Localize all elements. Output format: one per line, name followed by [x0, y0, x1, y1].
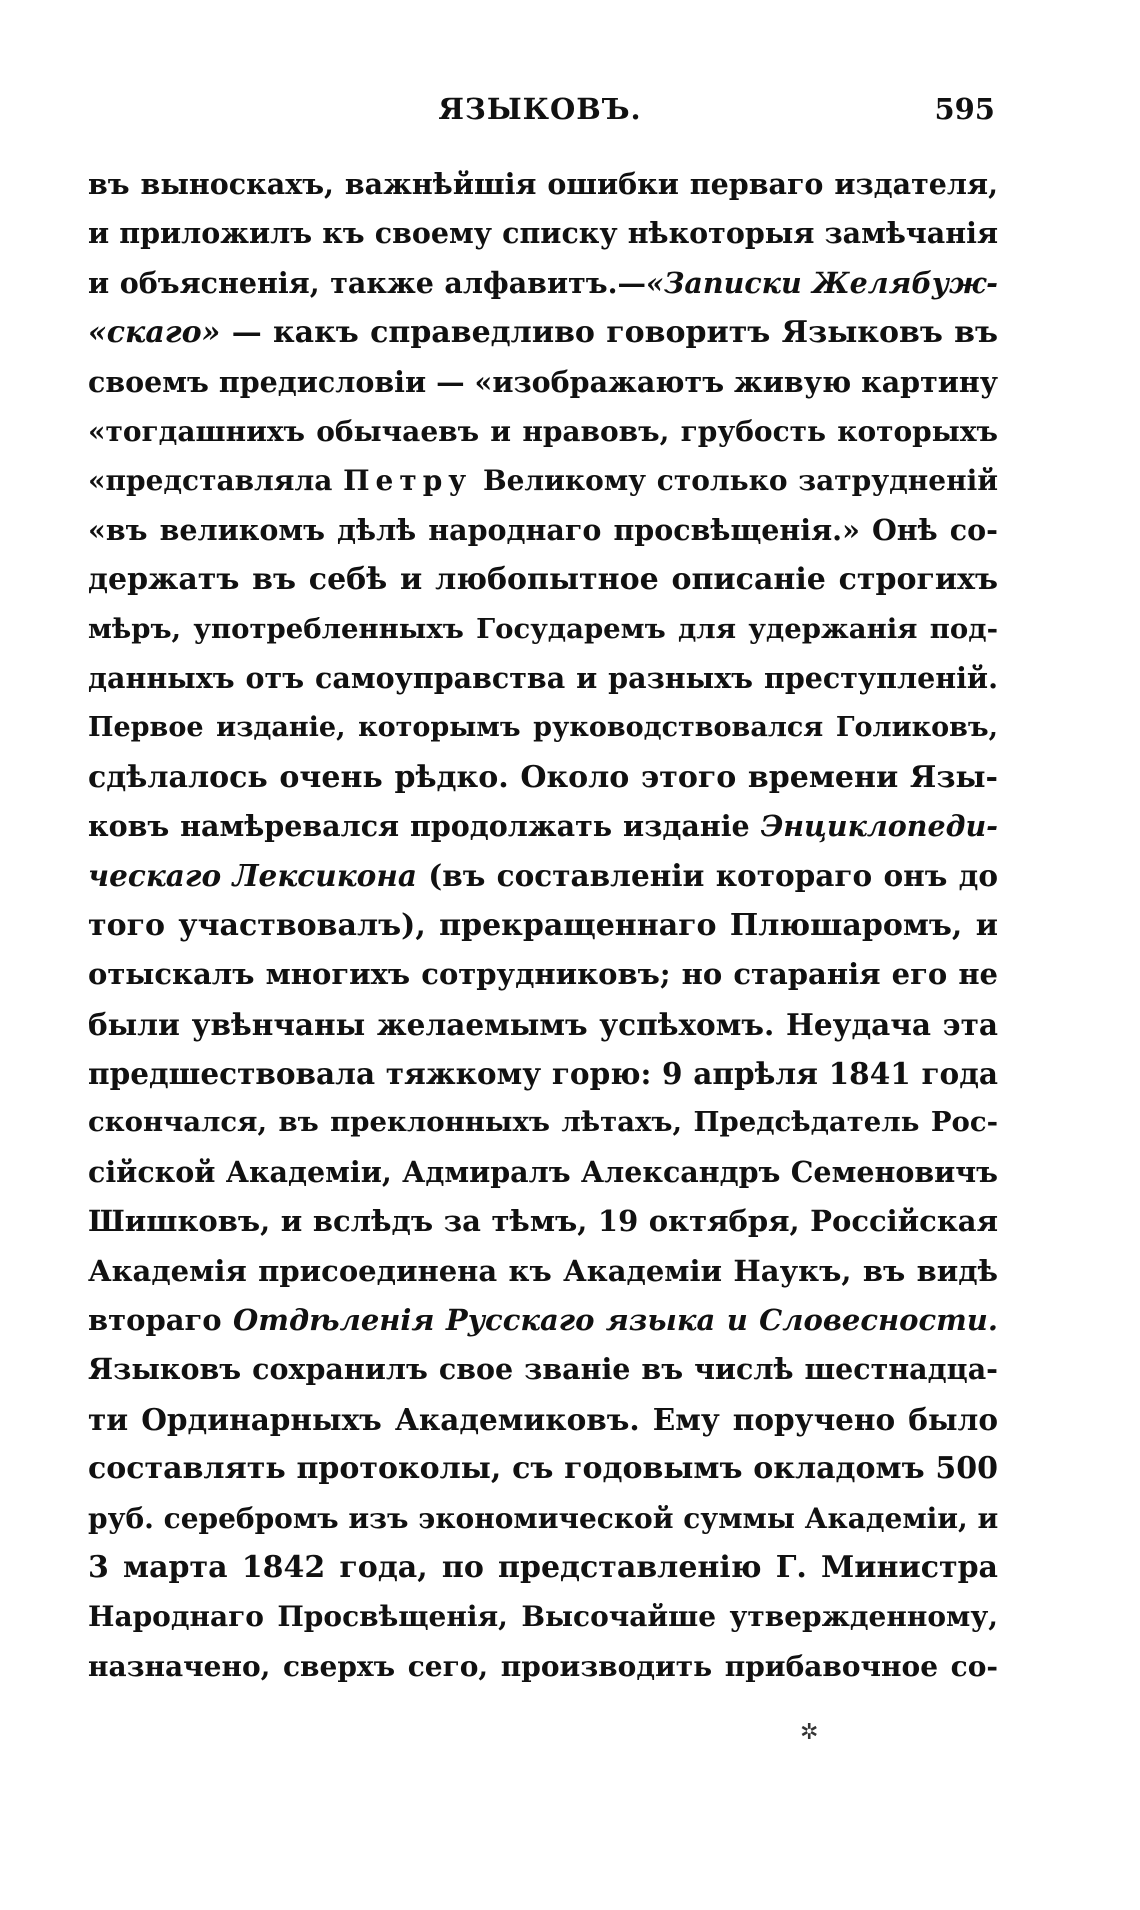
text-segment: — какъ справедливо говоритъ Языковъ въ [220, 315, 998, 351]
text-segment: (въ составленіи котораго онъ до [416, 858, 998, 894]
ornament-mark: ✲ [800, 1720, 819, 1745]
text-segment: «представляла [88, 464, 344, 498]
italic-title-segment: «скаго» [88, 315, 221, 351]
running-head [85, 92, 995, 132]
text-line: скончался, въ преклонныхъ лѣтахъ, Предсѣдатель Рос- [88, 1106, 998, 1139]
text-line: данныхъ отъ самоуправства и разныхъ преступленій. [88, 660, 998, 695]
text-line [88, 851, 998, 900]
text-line: Шишковъ, и вслѣдъ за тѣмъ, 19 октября, Россійская [88, 1204, 998, 1239]
text-line: «тогдашнихъ обычаевъ и нравовъ, грубость которыхъ [88, 414, 998, 448]
italic-title-segment: Отдѣленія Русскаго языка и Словесности. [233, 1302, 998, 1337]
text-line: «въ великомъ дѣлѣ народнаго просвѣщенія.» Онѣ со- [88, 512, 998, 547]
text-line: сдѣлалось очень рѣдко. Около этого времени Язы- [88, 759, 998, 795]
italic-title-segment: «Записки Желябуж- [646, 265, 998, 300]
text-line [88, 802, 998, 851]
text-line: назначено, сверхъ сего, производить прибавочное со- [88, 1649, 998, 1683]
text-segment: и объясненія, также алфавитъ.— [88, 265, 647, 300]
page-header-title: ЯЗЫКОВЪ. [438, 92, 642, 126]
text-line: составлять протоколы, съ годовымъ окладомъ 500 [88, 1451, 998, 1487]
text-line: предшествовала тяжкому горю: 9 апрѣля 1841 года [88, 1056, 998, 1092]
text-line: Народнаго Просвѣщенія, Высочайше утвержденному, [88, 1600, 998, 1634]
text-line: того участвовалъ), прекращеннаго Плюшаромъ, и [88, 907, 998, 943]
text-line [88, 259, 998, 308]
text-line: сійской Академіи, Адмиралъ Александръ Семеновичъ [88, 1154, 998, 1189]
text-line [88, 456, 998, 505]
text-line [88, 1296, 998, 1345]
text-line: руб. серебромъ изъ экономической суммы Академіи, и [88, 1501, 998, 1535]
text-line: Первое изданіе, которымъ руководствовался Голиковъ, [88, 712, 998, 744]
text-line: ти Ординарныхъ Академиковъ. Ему поручено было [88, 1401, 998, 1437]
text-line: отыскалъ многихъ сотрудниковъ; но старанія его не [88, 957, 998, 992]
text-line: Академія присоединена къ Академіи Наукъ, въ видѣ [88, 1253, 998, 1288]
text-segment: втораго [88, 1302, 234, 1337]
spaced-name-segment: Петру [343, 464, 473, 498]
text-line: были увѣнчаны желаемымъ успѣхомъ. Неудача эта [88, 1006, 998, 1042]
body-text [88, 160, 998, 1691]
text-line: въ выноскахъ, важнѣйшія ошибки перваго издателя, [88, 167, 998, 201]
text-line: своемъ предисловіи — «изображаютъ живую картину [88, 364, 998, 399]
text-line: держатъ въ себѣ и любопытное описаніе строгихъ [88, 562, 998, 598]
text-segment: Великому столько затрудненій [472, 464, 998, 498]
text-line: 3 марта 1842 года, по представленію Г. Министра [88, 1549, 998, 1585]
text-line: мѣръ, употребленныхъ Государемъ для удержанія под- [88, 612, 998, 645]
italic-title-segment: Энциклопеди- [760, 809, 998, 844]
text-line: Языковъ сохранилъ свое званіе въ числѣ шестнадца- [88, 1352, 998, 1387]
italic-title-segment: ческаго Лексикона [88, 858, 417, 894]
text-line: и приложилъ къ своему списку нѣкоторыя замѣчанія [88, 216, 998, 251]
text-segment: ковъ намѣревался продолжать изданіе [88, 809, 761, 844]
page-number: 595 [934, 92, 995, 126]
text-line [88, 308, 998, 357]
